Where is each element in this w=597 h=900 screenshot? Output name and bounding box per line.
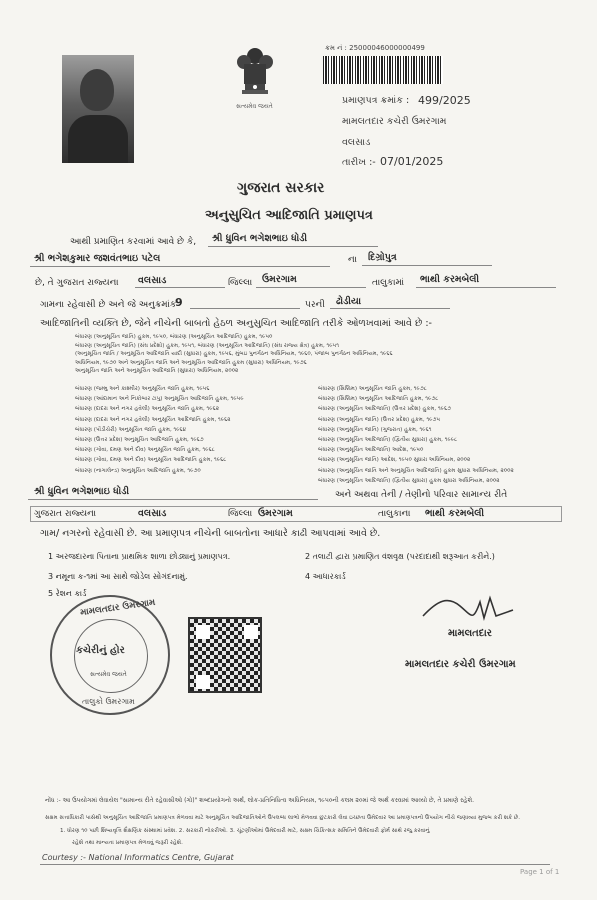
tribe-name: ઢોડીયા — [336, 296, 362, 307]
district-value-2: ઉમરગામ — [258, 508, 293, 519]
parent-name: શ્રી ભગેશકુમાર જશવંતભાઇ પટેલ — [34, 253, 161, 264]
note-4: રહેશે તથા માન્યતા પ્રમાણપત્ર મેળવવું જરૂરી રહેશે. — [72, 840, 183, 846]
legal-lines: બંધારણ (અનુસૂચિત જાતિ) હુકમ, ૧૯૫૦, બંધારણ (અનુસૂચિત આદિજાતિ) હુકમ, ૧૯૫૦ બંધારણ (અનુસૂચિત જાતિ) (સંઘ પ્રદેશો) હુકમ, ૧૯૫૧, બંધારણ (અનુસૂચિત આદિજાતિ) (સંઘ રાજ્ય ક્ષેત્ર) હુકમ, ૧૯૫૧ (અનુસૂચિત જાતિ / અનુસૂચિત આદિજાતિ યાદી (સુધારા) હુકમ, ૧૯૫૬, મુંબઇ પુનર્ગઠન અધિનિયમ, ૧૯૬૦, પંજાબ પુનર્ગઠન અધિનિયમ, ૧૯૬૬ અધિનિયમ, ૧૯૭૦ અને અનુસૂચિત જાતિ અને અનુસૂચિત આદિજાતિ હુકમ (સુધારા) અધિનિયમ, ૧૯૭૬ અનુસૂચિત જાતિ અને અનુસૂચિત આદિજાતિ (સુધારા) અધિનિયમ, ૨૦૦૨ — [75, 334, 393, 375]
intro-text: આથી પ્રમાણિત કરવામાં આવે છે કે, — [70, 237, 197, 247]
issue-date: 07/01/2025 — [380, 155, 444, 168]
taluka-value-2: ભાથી કરમબેલી — [425, 508, 485, 519]
qr-code — [188, 617, 262, 693]
government-title: ગુજરાત સરકાર — [237, 180, 325, 196]
note-2: સક્ષમ સત્તાધિકારી પાસેથી અનુસૂચિત આદિજાતિ પ્રમાણપત્ર મેળવવા માટે અનુસૂચિત આદિજાતિઓને ઉપલબ્ધ લાભો મેળવવા છુટકારો લેવા ઇચ્છતા ઉમેદવાર આ પ્રમાણપત્રનો ઉપયોગ નીચે જણાવ્યા મુજબ કરી શકે છે. — [45, 815, 521, 821]
official-seal: મામલતદાર ઉમરગામ કચેરીનું હોર સત્યમેવ જયતે તાલુકો ઉમરગામ — [50, 595, 170, 715]
office-district: વલસાડ — [342, 137, 371, 148]
state-prefix-2: ગુજરાત રાજ્યના — [34, 509, 97, 519]
cert-number-label: પ્રમાણપત્ર ક્રમાંક : — [342, 95, 410, 106]
parent-village: દિગ્રોપુત્ર — [368, 252, 397, 263]
basis-1: 1 અરજદારના પિતાના પ્રાથમિક શાળા છોડ્યાનું પ્રમાણપત્ર. — [48, 552, 231, 561]
district-label: જિલ્લા — [228, 278, 253, 288]
basis-2: 2 તલાટી દ્વારા પ્રમાણિત વંશવૃક્ષ (પરદાદાથી શરૂઆત કરીને.) — [305, 552, 495, 561]
taluka-value: ભાથી કરમબેલી — [420, 274, 480, 285]
note-1: નોંધ :- આ ઉપયોગમાં લેવાયેલ "સામાન્ય રીતે રહેવાસીઓ (ગો)" શબ્દપ્રયોગનો અર્થ, લોક-પ્રતિનિધિત્વ અધિનિયમ, ૧૯૫૦ની કલમ ૨૦માં જે અર્થ કરવામાં આવ્યો છે, તે પ્રમાણે રહેશે. — [45, 797, 474, 804]
emblem-caption: સત્યમેવ જયતે — [236, 103, 273, 110]
barcode-number: ક્રમ નં : 25000046000000499 — [325, 44, 425, 52]
applicant-name: શ્રી ધ્રુવિન ભગેશભાઇ ધોડી — [212, 233, 308, 244]
na-text: ના — [348, 255, 357, 265]
district-value: ઉમરગામ — [262, 274, 297, 285]
footer-divider — [40, 864, 550, 865]
signatory-office: મામલતદાર કચેરી ઉમરગામ — [405, 659, 516, 670]
basis-3: 3 નમૂના ક-૧માં આ સાથે જોડેલ સોગંદનામું. — [48, 572, 188, 581]
recognition-text: આદિજાતિની વ્યક્તિ છે, જેને નીચેની બાબતો હેઠળ અનુસુચિત આદિજાતિ તરીકે ઓળખવામાં આવે છે :- — [40, 318, 432, 329]
resident-suffix: અને અથવા તેની / તેણીનો પરિવાર સામાન્ય રીતે — [335, 490, 508, 500]
resident-name: શ્રી ધ્રુવિન ભગેશભાઇ ધોડી — [34, 486, 130, 497]
basis-4: 4 આધારકાર્ડ — [305, 572, 346, 581]
district-label-2: જિલ્લા — [228, 509, 253, 519]
barcode — [323, 56, 443, 84]
serial-prefix: ગામના રહેવાસી છે અને જે અનુક્રમાંક — [40, 300, 177, 310]
basis-5: 5 રેશન કાર્ડ — [48, 589, 87, 598]
signature-mark — [418, 588, 518, 628]
page-number: Page 1 of 1 — [520, 868, 560, 876]
cert-number: 499/2025 — [418, 94, 471, 107]
orders-left: બંધારણ (જમ્મુ અને કાશ્મીર) અનુસૂચિત જાતિ હુકમ, ૧૯૫૬ બંધારણ (આંદામાન અને નિકોબાર ટાપુ) અનુસૂચિત આદિજાતિ હુકમ, ૧૯૫૯ બંધારણ (દાદરા અને નગર હવેલી) અનુસૂચિત જાતિ હુકમ, ૧૯૬૨ બંધારણ (દાદરા અને નગર હવેલી) અનુસૂચિત આદિજાતિ હુકમ, ૧૯૬૨ બંધારણ (પોંડીચેરી) અનુસૂચિત જાતિ હુકમ, ૧૯૬૪ બંધારણ (ઉત્તર પ્રદેશ) અનુસૂચિત આદિજાતિ હુકમ, ૧૯૬૭ બંધારણ (ગોવા, દમણ અને દીવ) અનુસૂચિત જાતિ હુકમ, ૧૯૬૮ બંધારણ (ગોવા, દમણ અને દીવ) અનુસૂચિત આદિજાતિ હુકમ, ૧૯૬૮ બંધારણ (નાગાલેન્ડ) અનુસૂચિત આદિજાતિ હુકમ, ૧૯૭૦ — [75, 386, 244, 474]
signatory-title: મામલતદાર — [448, 628, 492, 639]
certificate-title: અનુસુચિત આદિજાતિ પ્રમાણપત્ર — [205, 208, 373, 223]
serial-number: 9 — [175, 296, 183, 309]
pani-text: પરની — [305, 300, 325, 310]
date-label: તારીખ :- — [342, 157, 376, 168]
taluka-label: તાલુકામાં — [372, 278, 405, 288]
note-3: 1. ધોરણ ૧૦ પછી શિષ્યવૃત્તિ શૈક્ષણિક સંસ્થામાં પ્રવેશ. 2. સરકારી નોકરીઓ. 3. ચૂંટણીઓમાં ઉમેદવારી માટે, સક્ષમ ચિકિત્સક સમિતિને ઉમેદવારી ફોર્મ સાથે રજુ કરવાનું — [60, 828, 430, 834]
courtesy-text: Courtesy :- National Informatics Centre, Gujarat — [42, 853, 234, 862]
state-prefix: છે, તે ગુજરાત રાજ્યના — [35, 278, 119, 288]
state-district: વલસાડ — [138, 275, 167, 286]
state-district-2: વલસાડ — [138, 508, 167, 519]
residence-statement: ગામ/ નગરનો રહેવાસી છે. આ પ્રમાણપત્ર નીચેની બાબતોના આધારે કાઢી આપવામાં આવે છે. — [40, 528, 381, 539]
office-name: મામલતદાર કચેરી ઉમરગામ — [342, 116, 447, 127]
orders-right: બંધારણ (સિક્કિમ) અનુસૂચિત જાતિ હુકમ, ૧૯૭૮ બંધારણ (સિક્કિમ) અનુસૂચિત આદિજાતિ હુકમ, ૧૯૭૮ બંધારણ (અનુસૂચિત આદિજાતિ) (ઉત્તર પ્રદેશ) હુકમ, ૧૯૬૭ બંધારણ (અનુસૂચિત જાતિ) (ઉત્તર પ્રદેશ) હુકમ, ૧૯૭૫ બંધારણ (અનુસૂચિત જાતિ) (ગુજરાત) હુકમ, ૧૯૬૧ બંધારણ (અનુસૂચિત આદિજાતિ) (દ્વિતીય સુધારા) હુકમ, ૧૯૯૮ બંધારણ (અનુસૂચિત આદિજાતિ) આદેશ, ૧૯૫૦ બંધારણ (અનુસૂચિત જાતિ) આદેશ, ૧૯૫૦ સુધારા અધિનિયમ, ૨૦૦૨ બંધારણ (અનુસૂચિત જાતિ અને અનુસૂચિત આદિજાતિ) હુકમ સુધારા અધિનિયમ, ૨૦૦૨ બંધારણ (અનુસૂચિત આદિજાતિ) (દ્વિતીય સુધારા) હુકમ સુધારા અધિનિયમ, ૨૦૦૨ — [318, 386, 514, 484]
national-emblem-icon — [230, 38, 280, 104]
applicant-photo — [62, 55, 134, 163]
taluka-label-2: તાલુકાના — [378, 509, 411, 519]
